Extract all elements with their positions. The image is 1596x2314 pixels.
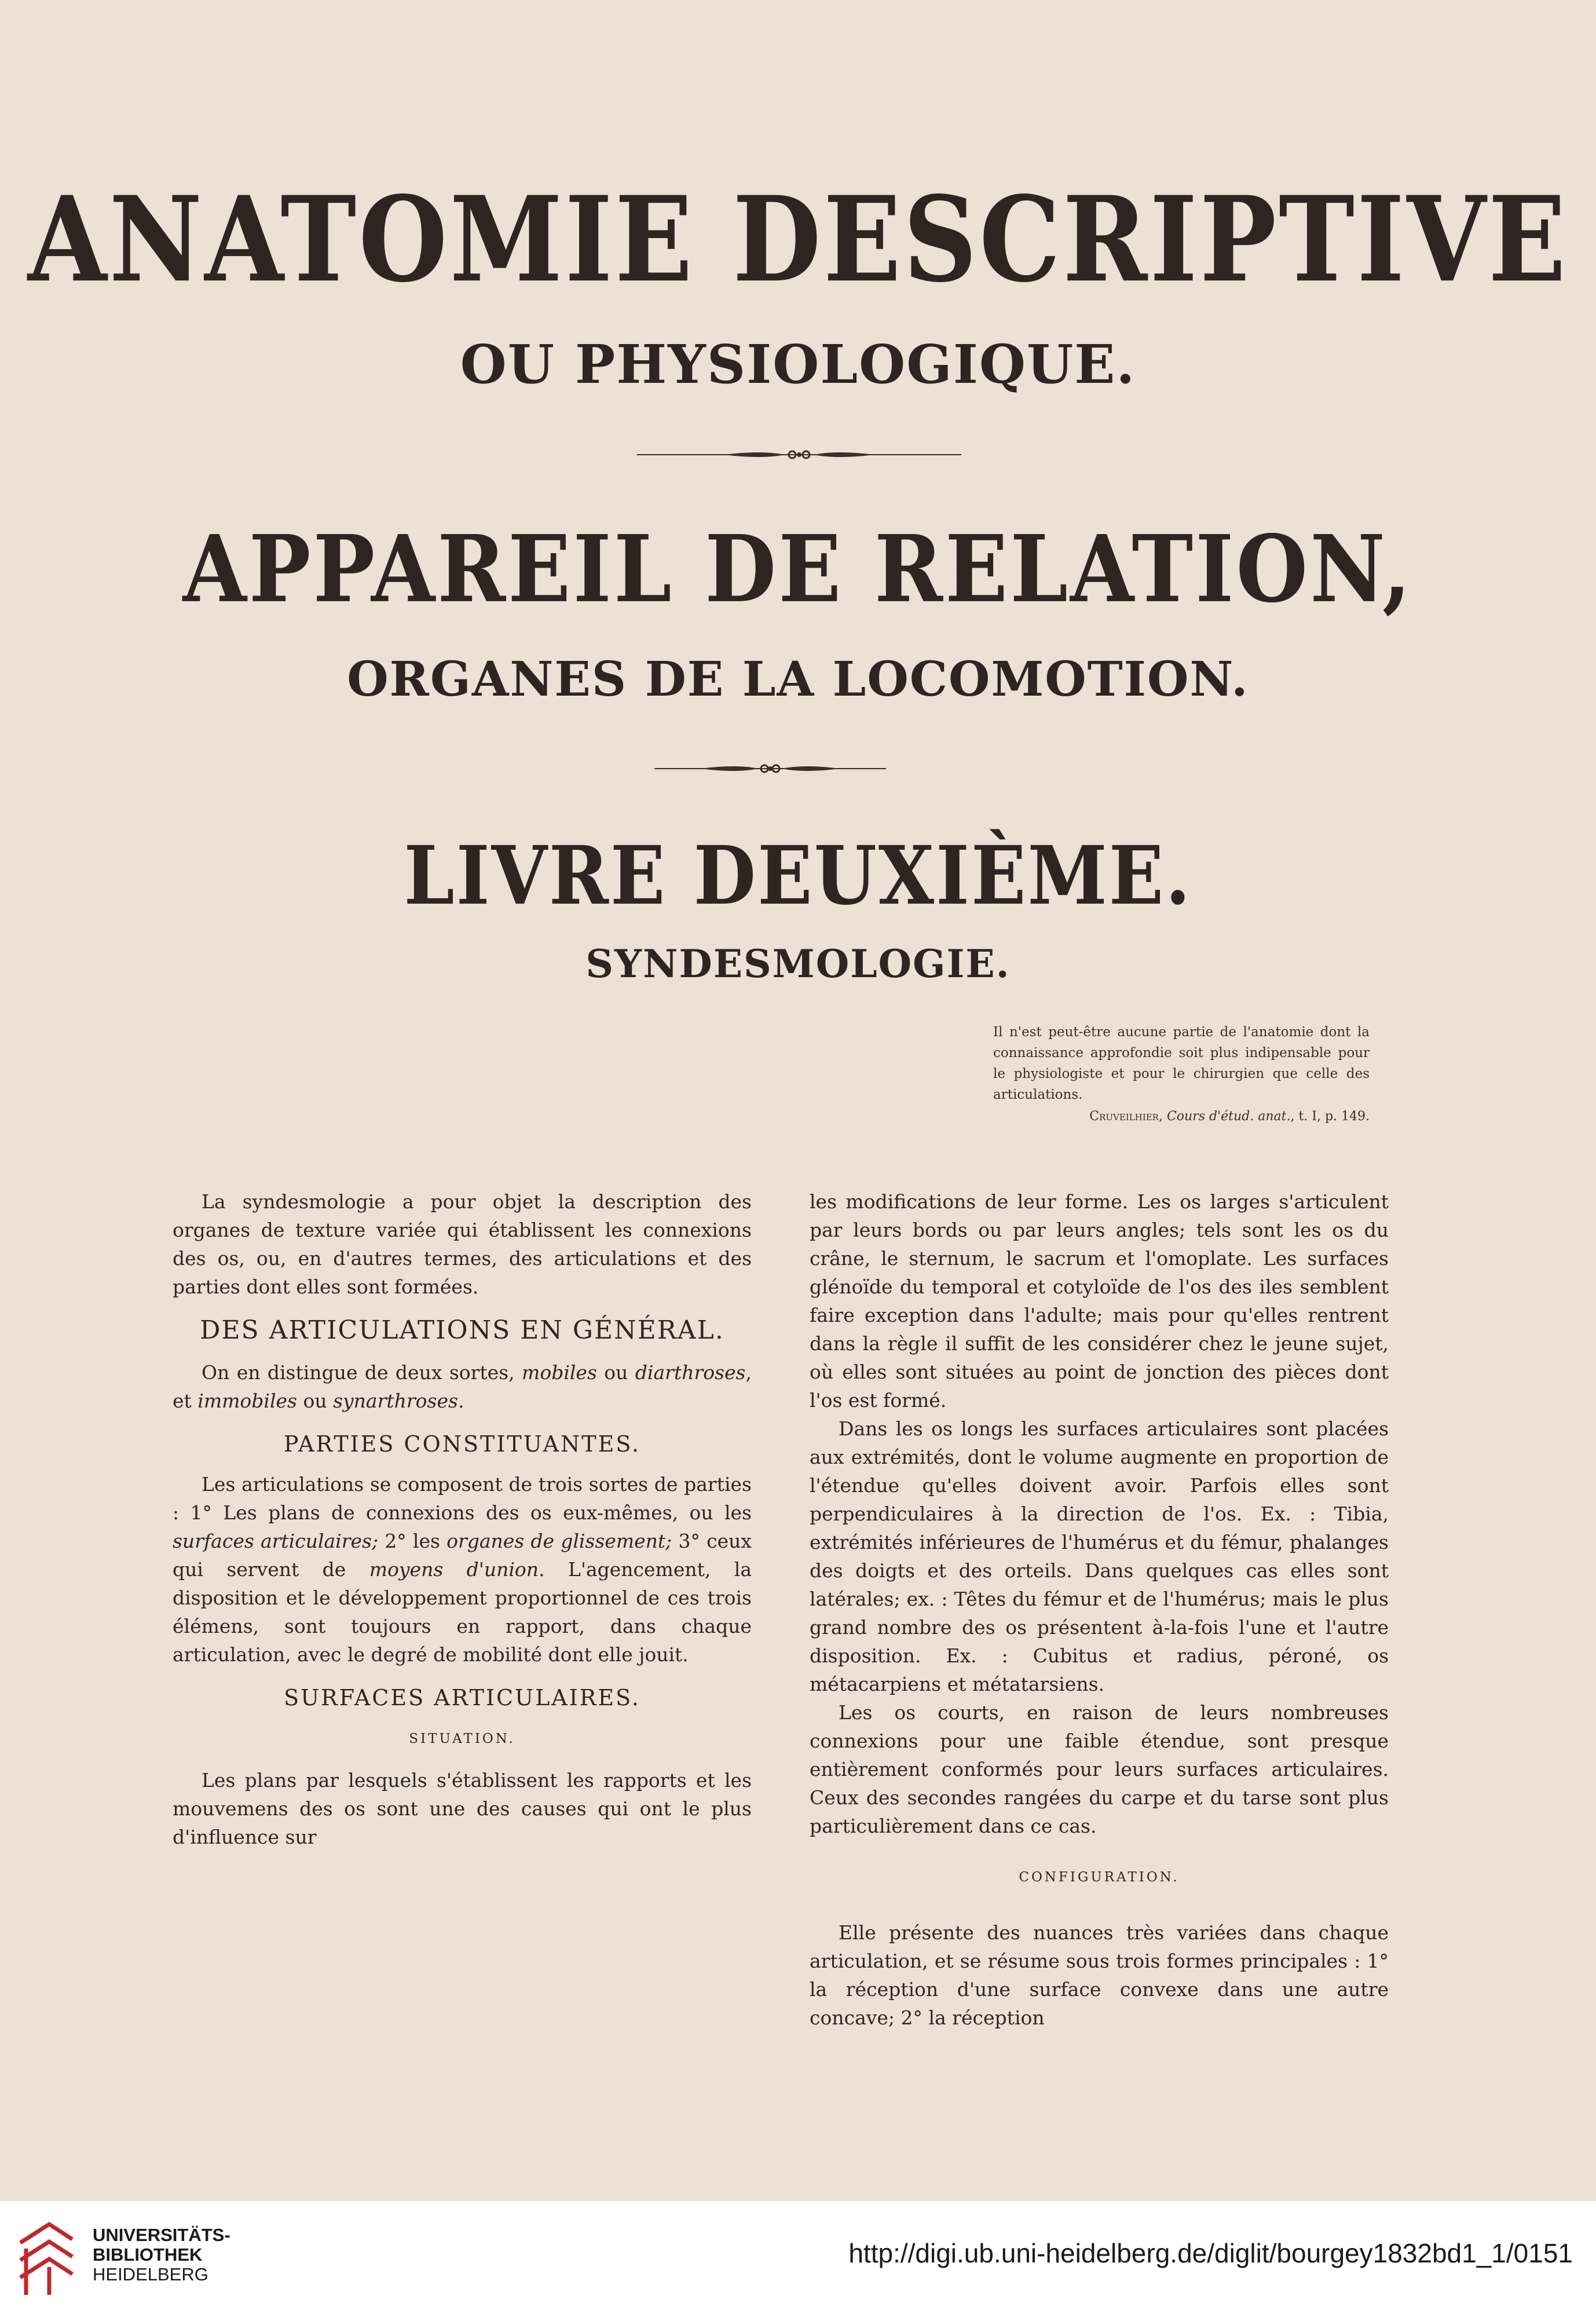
section-subtitle: ORGANES DE LA LOCOMOTION. [347,652,1249,707]
university-library-logo-icon [14,2214,78,2301]
epigraph-work: Cours d'étud. anat. [1166,1109,1291,1124]
ornament-divider-2 [654,760,886,777]
text-run-italic: immobiles [197,1390,297,1412]
epigraph-ref: , t. I, p. 149. [1290,1109,1370,1124]
intro-paragraph: La syndesmologie a pour objet la description des organes de texture variée qui établissent les connexions des os, ou, en d'autres termes, des articulations et des parties dont elles sont formées. [173,1190,752,1298]
text-run: . L'agencement, la disposition et le développement proportionnel de ces trois élémens, sont toujours en rapport, dans chaque articulation, avec le degré de mobilité dont elle jouit. [173,1558,752,1666]
text-run-italic: synarthroses [333,1390,458,1412]
library-name-line3: HEIDELBERG [93,2264,208,2284]
parts-paragraph [173,1470,752,1669]
text-run-italic: organes de glissement; [446,1530,672,1552]
source-url-link[interactable]: http://digi.ub.uni-heidelberg.de/diglit/bourgey1832bd1_1/0151 [848,2238,1573,2268]
heading-configuration: CONFIGURATION. [1019,1870,1180,1885]
library-name-line1: UNIVERSITÄTS- [93,2225,230,2245]
right-column [810,1187,1389,2032]
left-column [173,1187,752,1851]
book-subtitle: SYNDESMOLOGIE. [585,941,1011,986]
epigraph [993,1022,1370,1127]
text-run: ou [296,1390,334,1412]
book-title: LIVRE DEUXIÈME. [404,829,1192,923]
ornament-divider-1 [637,446,961,463]
right-paragraph-1: les modifications de leur forme. Les os larges s'articulent par leurs bords ou par leurs angles; tels sont les os du crâne, le sternum, le sacrum et l'omoplate. Les surfaces glénoïde du temporal et cotyloïde de l'os des iles semblent faire exception dans l'adulte; mais pour qu'elles rentrent dans la règle il suffit de les considérer chez le jeune sujet, où elles sont situées au point de jonction des pièces dont l'os est formé. [810,1190,1389,1412]
main-subtitle: OU PHYSIOLOGIQUE. [460,333,1136,396]
text-run-italic: mobiles [522,1361,597,1384]
text-run: , et [173,1361,752,1412]
heading-parties-constituantes: PARTIES CONSTITUANTES. [283,1431,641,1457]
library-name-line2: BIBLIOTHEK [93,2244,203,2265]
library-name [93,2225,230,2284]
situation-paragraph: Les plans par lesquels s'établissent les rapports et les mouvemens des os sont une des causes qui ont le plus d'influence sur [173,1769,752,1848]
heading-surfaces-articulaires: SURFACES ARTICULAIRES. [284,1685,640,1710]
text-run: 2° les [378,1530,447,1552]
section-title: APPAREIL DE RELATION, [182,516,1414,623]
epigraph-author: Cruveilhier [1089,1109,1159,1124]
text-run: ou [596,1361,635,1384]
right-paragraph-4: Elle présente des nuances très variées dans chaque articulation, et se résume sous trois formes principales : 1° la réception d'une surface convexe dans une autre concave; 2° la réception [810,1921,1389,2029]
text-run-italic: surfaces articulaires; [173,1530,379,1552]
heading-articulations-general: DES ARTICULATIONS EN GÉNÉRAL. [200,1315,724,1345]
right-paragraph-2: Dans les os longs les surfaces articulaires sont placées aux extrémités, dont le volume augmente en proportion de l'étendue qu'elles doivent avoir. Parfois elles sont perpendiculaires à la direction de l'os. Ex. : Tibia, extrémités inférieures de l'humérus et du fémur, phalanges des doigts et des orteils. Dans quelques cas elles sont latérales; ex. : Têtes du fémur et de l'humérus; mais le plus grand nombre des os présentent à-la-fois l'une et l'autre disposition. Ex. : Cubitus et radius, péroné, os métacarpiens et métatarsiens. [810,1417,1389,1695]
right-paragraph-3: Les os courts, en raison de leurs nombreuses connexions pour une faible étendue, sont presque entièrement conformés pour leurs surfaces articulaires. Ceux des secondes rangées du carpe et du tarse sont plus particulièrement dans ce cas. [810,1701,1389,1837]
main-title: ANATOMIE DESCRIPTIVE [27,170,1569,309]
text-run: Les articulations se composent de trois sortes de parties : 1° Les plans de connexions des os eux-mêmes, ou les [173,1473,752,1524]
text-run-italic: diarthroses [635,1361,746,1384]
epigraph-citation: Cruveilhier, Cours d'étud. anat., t. I, p. 149. [1089,1109,1370,1124]
text-run: On en distingue de deux sortes, [202,1361,522,1384]
epigraph-text: Il n'est peut-être aucune partie de l'anatomie dont la connaissance approfondie soit plus indipensable pour le physiologiste et pour le chirurgien que celle des articulations. [993,1025,1370,1102]
heading-situation: SITUATION. [409,1731,515,1746]
text-run-italic: moyens d'union [369,1558,539,1581]
text-run: 3° ceux qui servent de [173,1530,752,1581]
text-run: . [457,1390,464,1412]
general-paragraph [173,1358,752,1415]
